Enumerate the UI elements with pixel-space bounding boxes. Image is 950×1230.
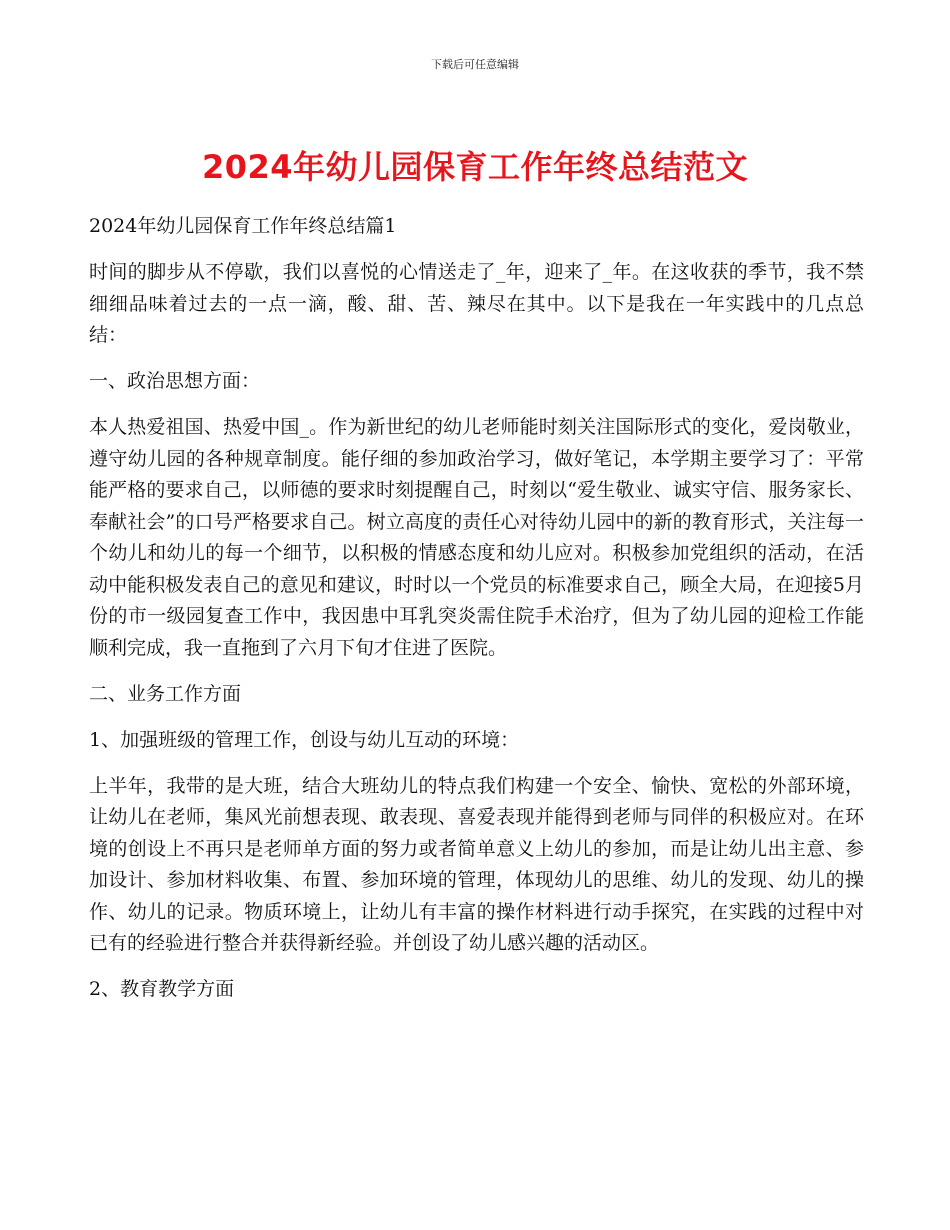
subsection-heading-class-management: 1、加强班级的管理工作，创设与幼儿互动的环境： — [89, 728, 520, 751]
section-heading-political: 一、政治思想方面： — [89, 370, 261, 392]
section-subtitle: 2024年幼儿园保育工作年终总结篇1 — [89, 215, 397, 237]
subsection-heading-teaching: 2、教育教学方面 — [89, 978, 235, 1000]
intro-paragraph: 时间的脚步从不停歇，我们以喜悦的心情送走了_年，迎来了_年。在这收获的季节，我不禁细细品味着过去的一点一滴，酸、甜、苦、辣尽在其中。以下是我在一年实践中的几点总结： — [89, 261, 864, 346]
header-note: 下载后可任意编辑 — [431, 58, 519, 71]
document-body — [89, 211, 864, 1020]
document-title: 2024年幼儿园保育工作年终总结范文 — [201, 148, 749, 186]
section-heading-business: 二、业务工作方面 — [89, 682, 242, 705]
political-paragraph: 本人热爱祖国、热爱中国_。作为新世纪的幼儿老师能时刻关注国际形式的变化，爱岗敬业，遵守幼儿园的各种规章制度。能仔细的参加政治学习，做好笔记，本学期主要学习了：平常能严格的要求自己，以师德的要求时刻提醒自己，时刻以“爱生敬业、诚实守信、服务家长、奉献社会”的口号严格要求自己。树立高度的责任心对待幼儿园中的新的教育形式，关注每一个幼儿和幼儿的每一个细节，以积极的情感态度和幼儿应对。积极参加党组织的活动，在活动中能积极发表自己的意见和建议，时时以一个党员的标准要求自己，顾全大局，在迎接5月份的市一级园复查工作中，我因患中耳乳突炎需住院手术治疗，但为了幼儿园的迎检工作能顺利完成，我一直拖到了六月下旬才住进了医院。 — [89, 416, 864, 659]
class-management-paragraph: 上半年，我带的是大班，结合大班幼儿的特点我们构建一个安全、愉快、宽松的外部环境，让幼儿在老师，集风光前想表现、敢表现、喜爱表现并能得到老师与同伴的积极应对。在环境的创设上不再只是老师单方面的努力或者简单意义上幼儿的参加，而是让幼儿出主意、参加设计、参加材料收集、布置、参加环境的管理，体现幼儿的思维、幼儿的发现、幼儿的操作、幼儿的记录。物质环境上，让幼儿有丰富的操作材料进行动手探究，在实践的过程中对已有的经验进行整合并获得新经验。并创设了幼儿感兴趣的活动区。 — [89, 774, 864, 954]
